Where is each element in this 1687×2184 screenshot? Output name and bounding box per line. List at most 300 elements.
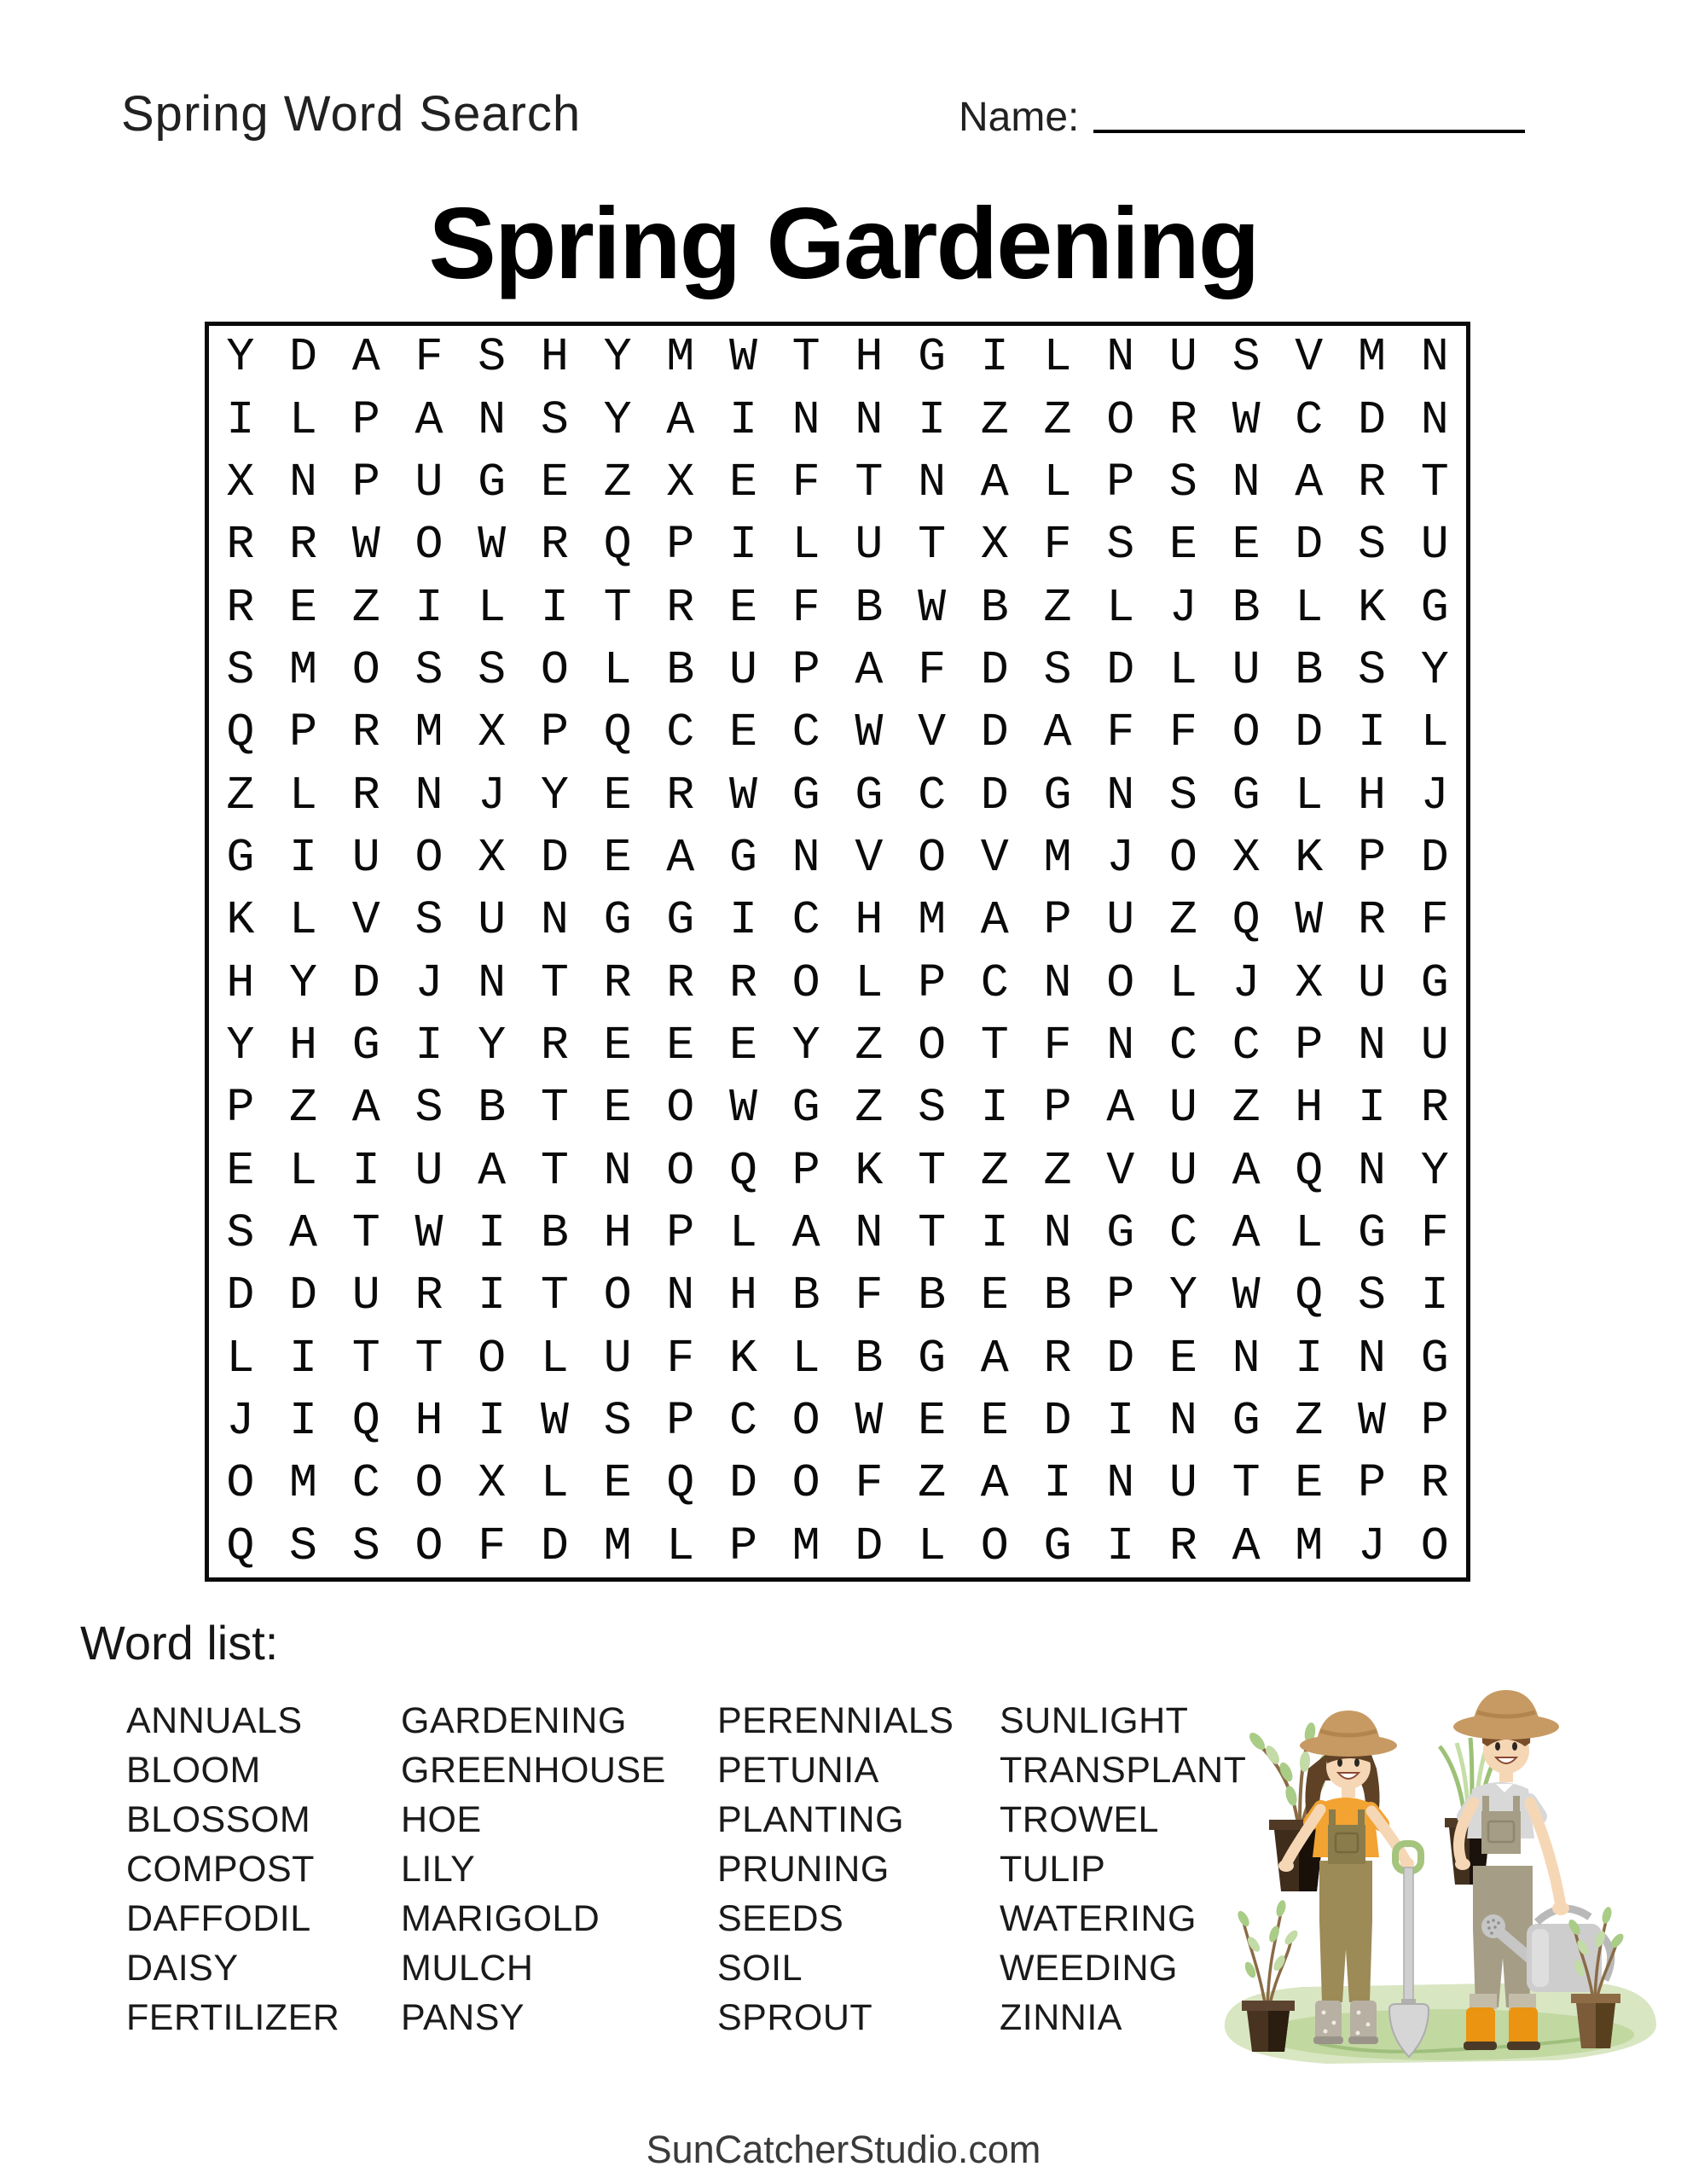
word-list-column-2 <box>401 1696 666 2042</box>
grid-cell-letter: L <box>289 768 318 822</box>
grid-cell-letter: E <box>603 1456 632 1511</box>
grid-cell-letter: I <box>478 1394 507 1449</box>
grid-cell-letter: O <box>918 830 947 885</box>
grid-cell-letter: R <box>1420 1081 1449 1136</box>
grid-cell-letter: S <box>1043 642 1072 697</box>
grid-cell-letter: M <box>289 1456 318 1511</box>
grid-cell-letter: H <box>1295 1081 1324 1136</box>
word-item: HOE <box>401 1799 482 1840</box>
grid-cell-letter: H <box>855 330 884 385</box>
grid-cell-letter: O <box>1232 706 1261 760</box>
grid-cell-letter: M <box>666 330 695 385</box>
grid-row <box>209 764 1466 826</box>
grid-cell-letter: C <box>918 768 947 822</box>
grid-cell-letter: T <box>415 1331 443 1385</box>
grid-cell-letter: Z <box>1295 1394 1324 1449</box>
grid-cell-letter: Z <box>351 580 380 635</box>
grid-cell-letter: E <box>728 580 757 635</box>
grid-cell-letter: L <box>728 1205 757 1260</box>
grid-cell-letter: Z <box>603 455 632 509</box>
grid-row <box>209 576 1466 638</box>
grid-row <box>209 1202 1466 1264</box>
grid-cell-letter: S <box>603 1394 632 1449</box>
grid-cell-letter: G <box>791 768 820 822</box>
grid-cell-letter: I <box>1358 1081 1387 1136</box>
grid-cell-letter: S <box>1168 768 1197 822</box>
grid-cell-letter: J <box>1232 956 1261 1010</box>
grid-cell-letter: P <box>666 1394 695 1449</box>
grid-cell-letter: X <box>1295 956 1324 1010</box>
grid-cell-letter: P <box>1043 893 1072 948</box>
grid-cell-letter: Y <box>540 768 569 822</box>
grid-cell-letter: Z <box>980 1143 1009 1198</box>
grid-cell-letter: I <box>728 893 757 948</box>
grid-cell-letter: T <box>918 1205 947 1260</box>
grid-cell-letter: R <box>351 706 380 760</box>
grid-cell-letter: L <box>1043 330 1072 385</box>
grid-cell-letter: S <box>540 392 569 447</box>
grid-cell-letter: A <box>791 1205 820 1260</box>
grid-cell-letter: D <box>980 706 1009 760</box>
grid-cell-letter: U <box>855 518 884 572</box>
grid-cell-letter: F <box>1420 1205 1449 1260</box>
grid-cell-letter: J <box>415 956 443 1010</box>
grid-cell-letter: L <box>1420 706 1449 760</box>
grid-cell-letter: D <box>855 1519 884 1573</box>
grid-cell-letter: I <box>1295 1331 1324 1385</box>
grid-cell-letter: B <box>1295 642 1324 697</box>
grid-cell-letter: B <box>791 1269 820 1323</box>
grid-cell-letter: O <box>603 1269 632 1323</box>
grid-cell-letter: T <box>603 580 632 635</box>
grid-cell-letter: N <box>791 392 820 447</box>
grid-cell-letter: E <box>289 580 318 635</box>
grid-cell-letter: D <box>540 830 569 885</box>
grid-cell-letter: U <box>1358 956 1387 1010</box>
grid-row <box>209 827 1466 889</box>
word-item: MARIGOLD <box>401 1898 600 1939</box>
word-item: PANSY <box>401 1997 525 2038</box>
grid-cell-letter: E <box>666 1018 695 1072</box>
grid-cell-letter: R <box>1358 893 1387 948</box>
word-item: COMPOST <box>126 1849 315 1890</box>
grid-cell-letter: G <box>603 893 632 948</box>
grid-cell-letter: Q <box>226 706 255 760</box>
word-item: FERTILIZER <box>126 1997 340 2038</box>
word-item: TULIP <box>1000 1849 1106 1890</box>
grid-row <box>209 1264 1466 1327</box>
grid-cell-letter: M <box>289 642 318 697</box>
grid-cell-letter: W <box>1358 1394 1387 1449</box>
word-item: ANNUALS <box>126 1700 303 1741</box>
grid-cell-letter: W <box>1232 1269 1261 1323</box>
grid-cell-letter: J <box>1358 1519 1387 1573</box>
grid-row <box>209 951 1466 1014</box>
grid-cell-letter: L <box>603 642 632 697</box>
grid-cell-letter: U <box>1420 518 1449 572</box>
grid-cell-letter: I <box>918 392 947 447</box>
grid-cell-letter: W <box>728 330 757 385</box>
grid-cell-letter: I <box>415 1018 443 1072</box>
grid-cell-letter: M <box>918 893 947 948</box>
grid-cell-letter: Q <box>1295 1143 1324 1198</box>
word-item: PRUNING <box>717 1849 890 1890</box>
word-item: DAISY <box>126 1948 239 1989</box>
grid-cell-letter: L <box>791 518 820 572</box>
grid-cell-letter: N <box>666 1269 695 1323</box>
grid-cell-letter: G <box>791 1081 820 1136</box>
grid-cell-letter: T <box>791 330 820 385</box>
grid-cell-letter: P <box>666 1205 695 1260</box>
grid-cell-letter: N <box>1106 768 1135 822</box>
grid-cell-letter: O <box>791 1394 820 1449</box>
grid-cell-letter: W <box>728 1081 757 1136</box>
grid-cell-letter: A <box>478 1143 507 1198</box>
grid-cell-letter: S <box>1358 1269 1387 1323</box>
grid-cell-letter: A <box>289 1205 318 1260</box>
grid-cell-letter: W <box>415 1205 443 1260</box>
grid-cell-letter: N <box>289 455 318 509</box>
word-item: SUNLIGHT <box>1000 1700 1189 1741</box>
grid-cell-letter: L <box>478 580 507 635</box>
grid-cell-letter: R <box>728 956 757 1010</box>
grid-cell-letter: T <box>918 518 947 572</box>
grid-cell-letter: F <box>1043 518 1072 572</box>
grid-row <box>209 514 1466 576</box>
grid-cell-letter: U <box>728 642 757 697</box>
grid-cell-letter: G <box>1043 1519 1072 1573</box>
grid-cell-letter: Z <box>980 392 1009 447</box>
grid-cell-letter: C <box>666 706 695 760</box>
grid-cell-letter: O <box>1106 956 1135 1010</box>
grid-cell-letter: E <box>603 768 632 822</box>
grid-cell-letter: P <box>1295 1018 1324 1072</box>
word-item: WATERING <box>1000 1898 1197 1939</box>
grid-cell-letter: U <box>351 1269 380 1323</box>
grid-cell-letter: P <box>791 1143 820 1198</box>
grid-row <box>209 1014 1466 1077</box>
grid-cell-letter: L <box>855 956 884 1010</box>
grid-cell-letter: F <box>1420 893 1449 948</box>
grid-cell-letter: S <box>415 1081 443 1136</box>
grid-cell-letter: D <box>1295 706 1324 760</box>
grid-cell-letter: U <box>351 830 380 885</box>
word-search-grid <box>205 322 1470 1582</box>
grid-cell-letter: S <box>918 1081 947 1136</box>
grid-cell-letter: G <box>478 455 507 509</box>
grid-cell-letter: B <box>478 1081 507 1136</box>
grid-cell-letter: H <box>226 956 255 1010</box>
grid-cell-letter: O <box>415 1456 443 1511</box>
grid-cell-letter: R <box>226 580 255 635</box>
grid-cell-letter: D <box>226 1269 255 1323</box>
grid-cell-letter: Y <box>226 330 255 385</box>
grid-cell-letter: L <box>1043 455 1072 509</box>
grid-cell-letter: X <box>478 1456 507 1511</box>
grid-cell-letter: M <box>1358 330 1387 385</box>
gardeners-illustration <box>1191 1642 1684 2079</box>
grid-cell-letter: B <box>980 580 1009 635</box>
grid-cell-letter: Y <box>226 1018 255 1072</box>
grid-cell-letter: E <box>540 455 569 509</box>
grid-cell-letter: K <box>855 1143 884 1198</box>
grid-cell-letter: W <box>478 518 507 572</box>
grid-cell-letter: N <box>1168 1394 1197 1449</box>
grid-row <box>209 1077 1466 1139</box>
grid-cell-letter: B <box>666 642 695 697</box>
grid-cell-letter: K <box>1358 580 1387 635</box>
grid-cell-letter: O <box>351 642 380 697</box>
grid-cell-letter: U <box>415 1143 443 1198</box>
grid-cell-letter: U <box>1168 330 1197 385</box>
grid-cell-letter: S <box>1358 518 1387 572</box>
grid-cell-letter: N <box>603 1143 632 1198</box>
grid-cell-letter: K <box>1295 830 1324 885</box>
grid-row <box>209 1452 1466 1514</box>
grid-cell-letter: V <box>1106 1143 1135 1198</box>
grid-cell-letter: P <box>728 1519 757 1573</box>
grid-cell-letter: C <box>351 1456 380 1511</box>
grid-cell-letter: F <box>855 1456 884 1511</box>
word-item: TRANSPLANT <box>1000 1750 1247 1791</box>
grid-cell-letter: E <box>1168 518 1197 572</box>
grid-cell-letter: O <box>980 1519 1009 1573</box>
grid-cell-letter: E <box>603 1081 632 1136</box>
grid-cell-letter: P <box>666 518 695 572</box>
grid-cell-letter: J <box>478 768 507 822</box>
grid-cell-letter: C <box>1232 1018 1261 1072</box>
grid-cell-letter: Q <box>728 1143 757 1198</box>
grid-cell-letter: T <box>540 1269 569 1323</box>
grid-cell-letter: N <box>1043 1205 1072 1260</box>
name-line <box>1093 130 1525 133</box>
grid-cell-letter: F <box>1168 706 1197 760</box>
name-label: Name: <box>959 95 1080 140</box>
grid-cell-letter: V <box>980 830 1009 885</box>
grid-cell-letter: U <box>1168 1456 1197 1511</box>
grid-cell-letter: R <box>603 956 632 1010</box>
grid-cell-letter: N <box>478 956 507 1010</box>
word-item: BLOSSOM <box>126 1799 311 1840</box>
grid-cell-letter: U <box>603 1331 632 1385</box>
grid-cell-letter: W <box>918 580 947 635</box>
grid-cell-letter: I <box>1106 1519 1135 1573</box>
word-item: SOIL <box>717 1948 803 1989</box>
grid-cell-letter: Z <box>918 1456 947 1511</box>
grid-cell-letter: N <box>478 392 507 447</box>
grid-cell-letter: S <box>415 642 443 697</box>
word-item: DAFFODIL <box>126 1898 311 1939</box>
grid-cell-letter: O <box>226 1456 255 1511</box>
grid-cell-letter: S <box>226 1205 255 1260</box>
grid-cell-letter: P <box>1043 1081 1072 1136</box>
grid-cell-letter: I <box>415 580 443 635</box>
grid-cell-letter: V <box>855 830 884 885</box>
grid-cell-letter: J <box>226 1394 255 1449</box>
grid-cell-letter: D <box>351 956 380 1010</box>
grid-cell-letter: W <box>540 1394 569 1449</box>
grid-row <box>209 1327 1466 1390</box>
grid-cell-letter: G <box>1106 1205 1135 1260</box>
grid-cell-letter: L <box>540 1456 569 1511</box>
grid-cell-letter: R <box>415 1269 443 1323</box>
grid-cell-letter: E <box>980 1269 1009 1323</box>
grid-cell-letter: A <box>415 392 443 447</box>
grid-cell-letter: H <box>415 1394 443 1449</box>
grid-cell-letter: S <box>226 642 255 697</box>
grid-row <box>209 388 1466 450</box>
grid-cell-letter: S <box>289 1519 318 1573</box>
grid-cell-letter: N <box>540 893 569 948</box>
word-item: PERENNIALS <box>717 1700 954 1741</box>
grid-cell-letter: W <box>1295 893 1324 948</box>
grid-cell-letter: Y <box>1420 642 1449 697</box>
grid-cell-letter: E <box>603 1018 632 1072</box>
grid-cell-letter: R <box>540 518 569 572</box>
grid-cell-letter: I <box>1106 1394 1135 1449</box>
word-item: BLOOM <box>126 1750 261 1791</box>
grid-cell-letter: A <box>980 1331 1009 1385</box>
grid-cell-letter: O <box>478 1331 507 1385</box>
grid-cell-letter: B <box>1043 1269 1072 1323</box>
grid-cell-letter: C <box>1168 1205 1197 1260</box>
grid-cell-letter: O <box>666 1143 695 1198</box>
grid-cell-letter: G <box>918 1331 947 1385</box>
grid-cell-letter: E <box>226 1143 255 1198</box>
grid-cell-letter: I <box>980 1205 1009 1260</box>
grid-cell-letter: X <box>226 455 255 509</box>
grid-cell-letter: T <box>918 1143 947 1198</box>
grid-cell-letter: O <box>540 642 569 697</box>
grid-cell-letter: L <box>666 1519 695 1573</box>
grid-cell-letter: P <box>351 455 380 509</box>
grid-cell-letter: V <box>918 706 947 760</box>
grid-cell-letter: L <box>289 893 318 948</box>
grid-cell-letter: Y <box>603 330 632 385</box>
grid-cell-letter: L <box>1295 580 1324 635</box>
grid-cell-letter: A <box>351 1081 380 1136</box>
grid-cell-letter: N <box>1358 1143 1387 1198</box>
grid-cell-letter: T <box>351 1331 380 1385</box>
grid-cell-letter: A <box>980 455 1009 509</box>
grid-cell-letter: O <box>918 1018 947 1072</box>
grid-cell-letter: W <box>351 518 380 572</box>
grid-cell-letter: G <box>1232 768 1261 822</box>
sheet-title: Spring Word Search <box>121 86 582 142</box>
grid-cell-letter: F <box>666 1331 695 1385</box>
grid-cell-letter: Z <box>855 1018 884 1072</box>
grid-cell-letter: A <box>1295 455 1324 509</box>
grid-cell-letter: N <box>1232 455 1261 509</box>
grid-cell-letter: T <box>540 956 569 1010</box>
grid-cell-letter: P <box>226 1081 255 1136</box>
grid-cell-letter: L <box>226 1331 255 1385</box>
grid-cell-letter: C <box>1295 392 1324 447</box>
grid-cell-letter: Y <box>603 392 632 447</box>
grid-cell-letter: N <box>1043 956 1072 1010</box>
grid-cell-letter: B <box>855 580 884 635</box>
grid-cell-letter: D <box>540 1519 569 1573</box>
grid-cell-letter: N <box>1232 1331 1261 1385</box>
grid-cell-letter: Z <box>226 768 255 822</box>
grid-cell-letter: F <box>1106 706 1135 760</box>
grid-cell-letter: Q <box>666 1456 695 1511</box>
grid-cell-letter: Z <box>1168 893 1197 948</box>
grid-cell-letter: Q <box>1232 893 1261 948</box>
grid-cell-letter: L <box>1106 580 1135 635</box>
grid-cell-letter: H <box>603 1205 632 1260</box>
grid-cell-letter: G <box>1232 1394 1261 1449</box>
grid-cell-letter: P <box>1106 455 1135 509</box>
grid-cell-letter: Z <box>1043 580 1072 635</box>
grid-cell-letter: E <box>1168 1331 1197 1385</box>
grid-cell-letter: D <box>1420 830 1449 885</box>
grid-cell-letter: C <box>980 956 1009 1010</box>
grid-cell-letter: I <box>478 1269 507 1323</box>
grid-cell-letter: I <box>728 518 757 572</box>
grid-cell-letter: D <box>289 1269 318 1323</box>
word-list-label: Word list: <box>80 1616 279 1670</box>
grid-cell-letter: O <box>666 1081 695 1136</box>
grid-cell-letter: U <box>1168 1081 1197 1136</box>
grid-row <box>209 701 1466 764</box>
word-item: SPROUT <box>717 1997 873 2038</box>
grid-cell-letter: N <box>855 392 884 447</box>
word-item: SEEDS <box>717 1898 844 1939</box>
grid-cell-letter: L <box>289 392 318 447</box>
grid-cell-letter: P <box>791 642 820 697</box>
grid-cell-letter: D <box>980 642 1009 697</box>
grid-cell-letter: R <box>289 518 318 572</box>
grid-cell-letter: O <box>1106 392 1135 447</box>
word-item: WEEDING <box>1000 1948 1178 1989</box>
grid-cell-letter: A <box>666 830 695 885</box>
grid-cell-letter: H <box>728 1269 757 1323</box>
grid-cell-letter: O <box>415 830 443 885</box>
grid-cell-letter: D <box>1106 1331 1135 1385</box>
word-list-column-3 <box>717 1696 954 2042</box>
grid-cell-letter: L <box>791 1331 820 1385</box>
grid-cell-letter: H <box>1358 768 1387 822</box>
grid-cell-letter: P <box>1358 830 1387 885</box>
grid-cell-letter: R <box>666 580 695 635</box>
grid-cell-letter: S <box>1232 330 1261 385</box>
grid-cell-letter: F <box>855 1269 884 1323</box>
grid-cell-letter: P <box>1106 1269 1135 1323</box>
grid-cell-letter: N <box>1106 330 1135 385</box>
grid-cell-letter: V <box>1295 330 1324 385</box>
grid-cell-letter: N <box>1358 1018 1387 1072</box>
grid-cell-letter: A <box>980 893 1009 948</box>
grid-cell-letter: P <box>918 956 947 1010</box>
grid-cell-letter: R <box>1358 455 1387 509</box>
grid-cell-letter: K <box>728 1331 757 1385</box>
grid-cell-letter: S <box>1168 455 1197 509</box>
grid-cell-letter: U <box>1232 642 1261 697</box>
grid-cell-letter: R <box>1043 1331 1072 1385</box>
grid-cell-letter: G <box>1043 768 1072 822</box>
shovel-icon <box>1389 1844 1429 2057</box>
grid-cell-letter: R <box>1168 1519 1197 1573</box>
grid-cell-letter: A <box>855 642 884 697</box>
word-item: GREENHOUSE <box>401 1750 666 1791</box>
grid-cell-letter: Y <box>791 1018 820 1072</box>
grid-cell-letter: C <box>791 893 820 948</box>
grid-cell-letter: M <box>1043 830 1072 885</box>
grid-row <box>209 639 1466 701</box>
grid-row <box>209 889 1466 951</box>
footer-site-text: SunCatcherStudio.com <box>646 2128 1041 2171</box>
